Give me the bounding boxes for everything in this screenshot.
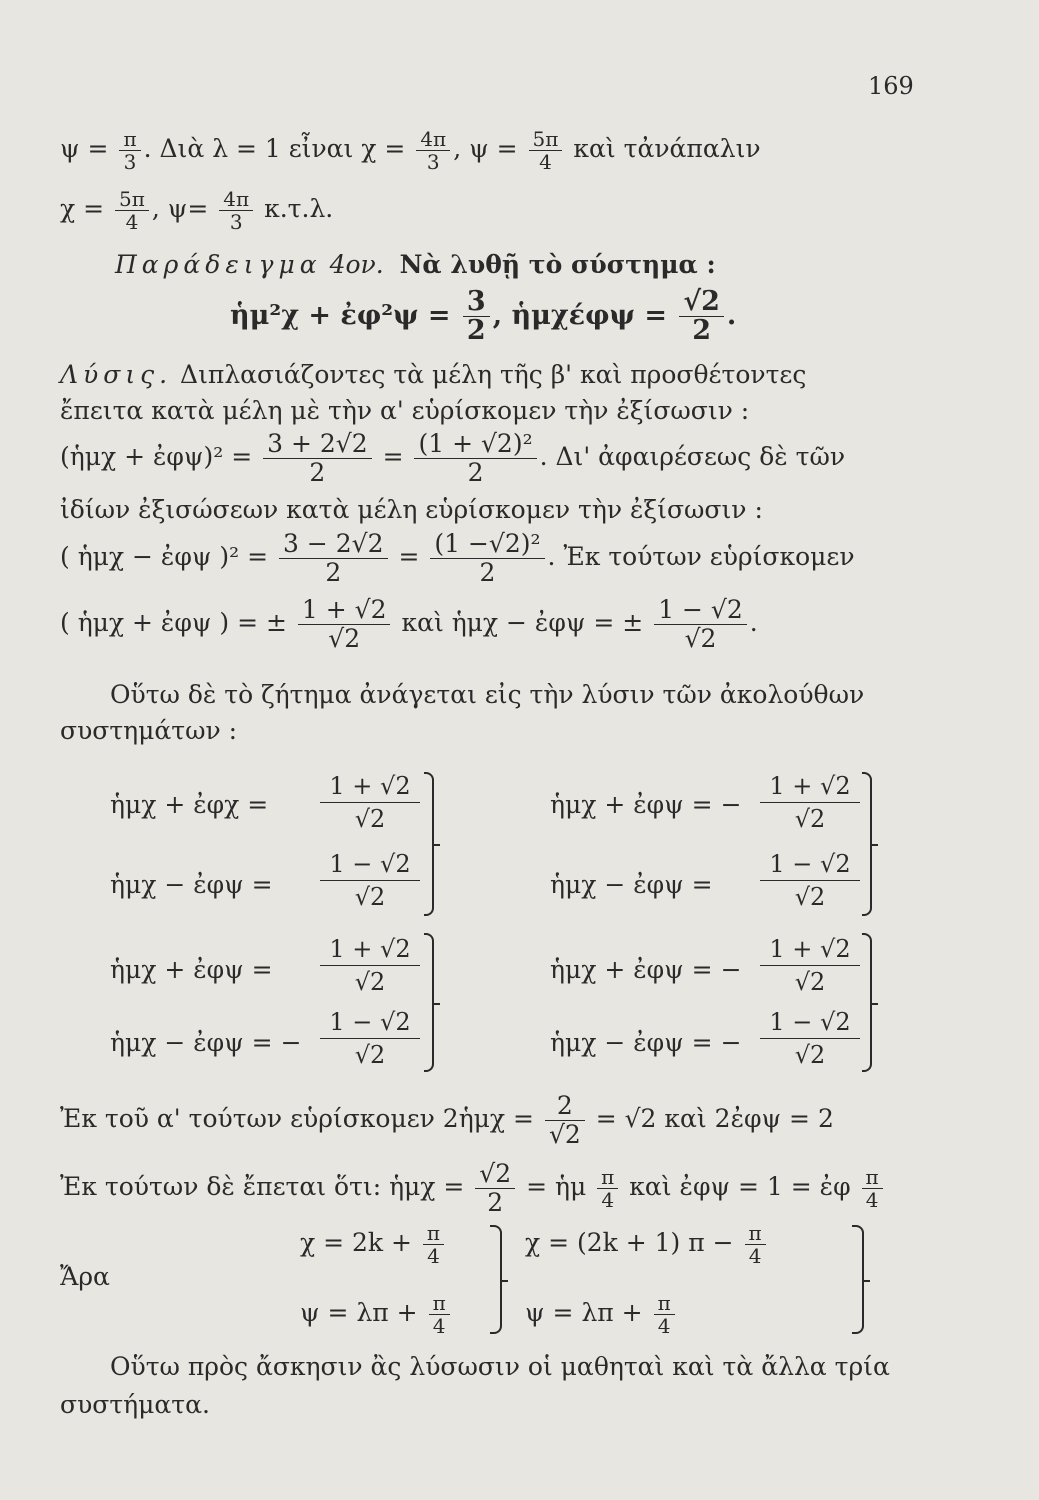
- fraction: $\frac{5\pi}{4}$: [529, 128, 563, 173]
- closing-line-2: συστήματα.: [60, 1390, 210, 1419]
- fraction: $\frac{3}{2}$: [463, 288, 490, 345]
- example-heading: Παράδειγμα 4ον. Νὰ λυθῇ τὸ σύστημα :: [115, 250, 716, 279]
- system-1-eq-1: ἡμχ + ἐφχ =: [110, 790, 269, 819]
- fraction: $\frac{1 + √2}{√2}$: [760, 770, 860, 835]
- fraction: $\frac{√2}{2}$: [475, 1160, 515, 1217]
- text-line-3: ἰδίων ἐξισώσεων κατὰ μέλη εὑρίσκομεν τὴν ἐξίσωσιν :: [60, 495, 763, 524]
- fraction: $\frac{1 - √2}{√2}$: [760, 848, 860, 913]
- system-1-eq-2: ἡμχ − ἐφψ =: [110, 870, 273, 899]
- system-3-eq-2: ἡμχ − ἐφψ = −: [110, 1028, 302, 1057]
- fraction: $\frac{1 - √2}{√2}$: [654, 596, 747, 653]
- equation-sum-squared: (ἡμχ + ἐφψ)² = $\frac{3 + 2√2}{2}$ = $\frac{\text{(1 + √2)²}}{2}$ . Δι' ἀφαιρέσεως δὲ τῶν: [60, 429, 846, 487]
- equation-plus-minus: ( ἡμχ + ἐφψ ) = ± $\frac{1 + √2}{√2}$ καὶ ἡμχ − ἐφψ = ± $\frac{1 - √2}{√2}$ .: [60, 595, 758, 653]
- fraction: $\frac{\pi}{4}$: [745, 1222, 766, 1267]
- fraction: $\frac{4\pi}{3}$: [416, 128, 450, 173]
- fraction: $\frac{4\pi}{3}$: [219, 188, 253, 233]
- closing-line-1: Οὕτω πρὸς ἄσκησιν ἂς λύσωσιν οἱ μαθηταὶ καὶ τὰ ἄλλα τρία: [110, 1352, 890, 1381]
- solution-line-2: ἔπειτα κατὰ μέλη μὲ τὴν α' εὑρίσκομεν τὴν ἐξίσωσιν :: [60, 396, 750, 425]
- equation-follows: Ἐκ τούτων δὲ ἔπεται ὅτι: ἡμχ = $\frac{√2}{2}$ = ἡμ $\frac{\pi}{4}$ καὶ ἐφψ = 1 = ἐφ $\frac{\pi}{4}$: [60, 1160, 886, 1217]
- equation-first-system: Ἐκ τοῦ α' τούτων εὑρίσκομεν 2ἡμχ = $\frac{2}{√2}$ = √2 καὶ 2ἐφψ = 2: [60, 1091, 834, 1149]
- fraction: $\frac{1 + √2}{√2}$: [760, 933, 860, 998]
- fraction: $\frac{\pi}{4}$: [597, 1166, 618, 1211]
- system-brace: [424, 772, 434, 916]
- fraction: $\frac{2}{√2}$: [545, 1092, 585, 1149]
- equation-diff-squared: ( ἡμχ − ἐφψ )² = $\frac{3 - 2√2}{2}$ = $\frac{\text{(1 −√2)²}}{2}$ . Ἐκ τούτων εὑρίσκομεν: [60, 529, 855, 587]
- fraction: $\frac{5\pi}{4}$: [115, 188, 149, 233]
- ara-x2: χ = (2k + 1) π − $\frac{\pi}{4}$: [525, 1222, 769, 1267]
- fraction: $\frac{1 + √2}{√2}$: [298, 596, 391, 653]
- fraction: $\frac{3 - 2√2}{2}$: [279, 530, 388, 587]
- system-brace: [862, 933, 872, 1072]
- text-line-5: συστημάτων :: [60, 716, 238, 745]
- fraction: $\frac{\pi}{4}$: [654, 1292, 675, 1337]
- ara-brace: [490, 1225, 502, 1334]
- fraction: $\frac{\pi}{4}$: [423, 1222, 444, 1267]
- fraction: $\frac{1 + √2}{√2}$: [320, 770, 420, 835]
- fraction: $\frac{\text{(1 −√2)²}}{2}$: [430, 530, 544, 587]
- equation-line-1: ψ = $\frac{\pi}{3}$ . Διὰ λ = 1 εἶναι χ = $\frac{4\pi}{3}$ , ψ = $\frac{5\pi}{4}$ καὶ τἀνάπαλιν: [60, 127, 761, 174]
- ara-x1: χ = 2k + $\frac{\pi}{4}$: [300, 1222, 447, 1267]
- fraction: $\frac{3 + 2√2}{2}$: [263, 430, 372, 487]
- ara-label: Ἄρα: [60, 1262, 110, 1291]
- system-brace: [862, 772, 872, 916]
- fraction: $\frac{\pi}{4}$: [862, 1166, 883, 1211]
- fraction: $\frac{1 - √2}{√2}$: [760, 1006, 860, 1071]
- ara-y2: ψ = λπ + $\frac{\pi}{4}$: [525, 1292, 678, 1337]
- text-line-4: Οὕτω δὲ τὸ ζήτημα ἀνάγεται εἰς τὴν λύσιν τῶν ἀκολούθων: [110, 680, 865, 709]
- fraction: $\frac{\text{(1 + √2)²}}{2}$: [414, 430, 536, 487]
- system-2-eq-2: ἡμχ − ἐφψ =: [550, 870, 713, 899]
- fraction: $\frac{\pi}{4}$: [429, 1292, 450, 1337]
- equation-line-2: χ = $\frac{5\pi}{4}$ , ψ= $\frac{4\pi}{3}$ κ.τ.λ.: [60, 187, 334, 234]
- system-4-eq-2: ἡμχ − ἐφψ = −: [550, 1028, 742, 1057]
- system-equation: ἡμ²χ + ἐφ²ψ = $\frac{3}{2}$ , ἡμχέφψ = $\frac{√2}{2}$ .: [230, 286, 737, 346]
- fraction: $\frac{\pi}{3}$: [119, 128, 140, 173]
- system-2-eq-1: ἡμχ + ἐφψ = −: [550, 790, 742, 819]
- page-number: 169: [868, 72, 914, 100]
- ara-y1: ψ = λπ + $\frac{\pi}{4}$: [300, 1292, 453, 1337]
- fraction: $\frac{√2}{2}$: [679, 288, 724, 345]
- fraction: $\frac{1 - √2}{√2}$: [320, 1006, 420, 1071]
- ara-brace: [852, 1225, 864, 1334]
- system-3-eq-1: ἡμχ + ἐφψ =: [110, 955, 273, 984]
- fraction: $\frac{1 - √2}{√2}$: [320, 848, 420, 913]
- fraction: $\frac{1 + √2}{√2}$: [320, 933, 420, 998]
- system-brace: [424, 933, 434, 1072]
- system-4-eq-1: ἡμχ + ἐφψ = −: [550, 955, 742, 984]
- solution-line-1: Λύσις. Διπλασιάζοντες τὰ μέλη τῆς β' καὶ προσθέτοντες: [60, 360, 807, 389]
